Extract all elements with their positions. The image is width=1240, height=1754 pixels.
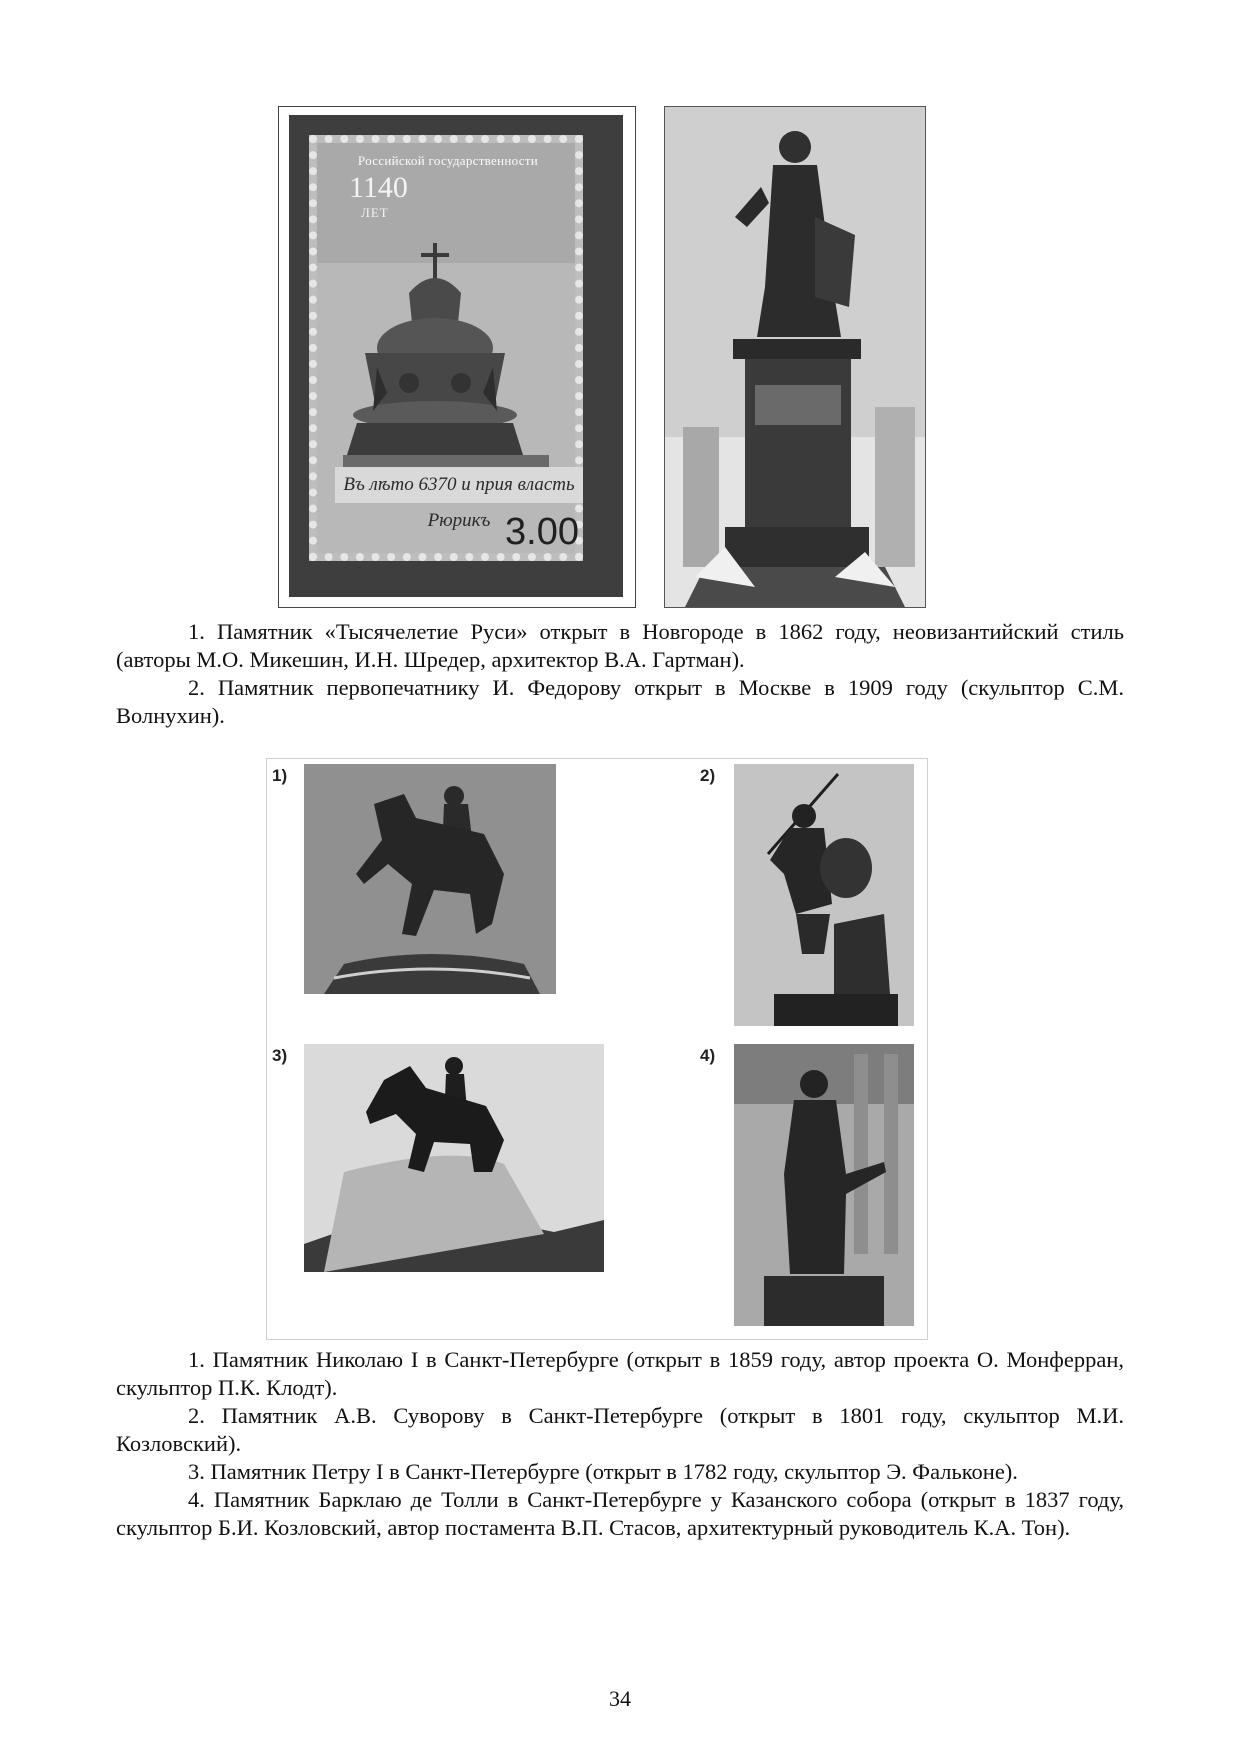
caption-2-item-4: 4. Памятник Барклаю де Толли в Санкт-Петербурге у Казанского собора (открыт в 1837 году, скульптор Б.И. Козловский, автор постамента В.П. Стасов, архитектурный руководитель К.А. Тон). xyxy=(116,1487,1124,1540)
stamp-title: Российской государственности xyxy=(357,153,539,168)
barclay-monument-illustration xyxy=(734,1044,914,1326)
grid-label-1: 1) xyxy=(272,766,288,785)
stamp-image xyxy=(278,106,636,608)
caption-1-item-1: 1. Памятник «Тысячелетие Руси» открыт в Новгороде в 1862 году, неовизантийский стиль (авторы М.О. Микешин, И.Н. Шредер, архитектор В.А. Гартман). xyxy=(116,619,1124,672)
page-number: 34 xyxy=(609,1686,631,1711)
grid-label-3: 3) xyxy=(272,1046,288,1065)
caption-block-2 xyxy=(116,1346,1124,1542)
fedorov-monument-illustration xyxy=(665,107,925,607)
peter-monument-photo xyxy=(304,1044,604,1272)
caption-2-item-3: 3. Памятник Петру I в Санкт-Петербурге (открыт в 1782 году, скульптор Э. Фальконе). xyxy=(188,1459,1018,1484)
grid-label-2: 2) xyxy=(700,766,716,785)
peter-monument-illustration xyxy=(304,1044,604,1272)
stamp-banner-inscription: Въ лѣто 6370 и прия власть Рюрикъ xyxy=(335,467,583,503)
stamp-face-value: 3.00 xyxy=(505,511,579,553)
fedorov-monument-photo xyxy=(664,106,926,608)
stamp-anniversary-number: 1140 xyxy=(349,171,408,204)
caption-1-item-2: 2. Памятник первопечатнику И. Федорову открыт в Москве в 1909 году (скульптор С.М. Волнухин). xyxy=(116,675,1124,728)
suvorov-monument-illustration xyxy=(734,764,914,1026)
caption-block-1 xyxy=(116,618,1124,730)
nicholas-monument-illustration xyxy=(304,764,556,994)
nicholas-monument-photo xyxy=(304,764,556,994)
stamp-anniversary-unit: ЛЕТ xyxy=(361,205,389,220)
caption-2-item-1: 1. Памятник Николаю I в Санкт-Петербурге (открыт в 1859 году, автор проекта О. Монферран, скульптор П.К. Клодт). xyxy=(116,1347,1124,1400)
barclay-monument-photo xyxy=(734,1044,914,1326)
caption-2-item-2: 2. Памятник А.В. Суворову в Санкт-Петербурге (открыт в 1801 году, скульптор М.И. Козловский). xyxy=(116,1403,1124,1456)
grid-label-4: 4) xyxy=(700,1046,716,1065)
suvorov-monument-photo xyxy=(734,764,914,1026)
